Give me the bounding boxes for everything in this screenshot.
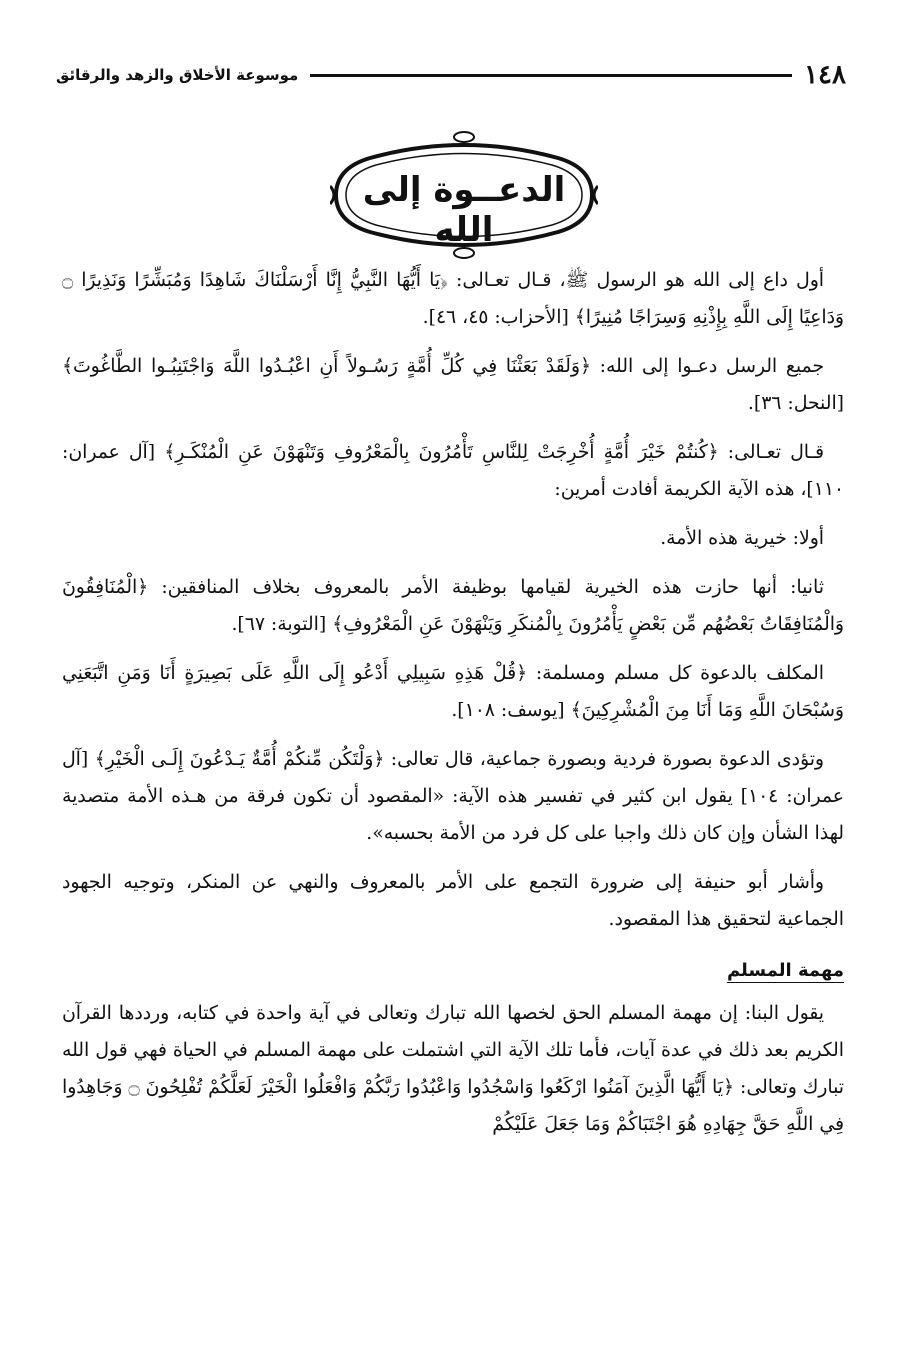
book-title: موسوعة الأخلاق والزهد والرقائق xyxy=(56,66,299,84)
chapter-title-frame xyxy=(330,128,598,262)
paragraph: المكلف بالدعوة كل مسلم ومسلمة: ﴿قُلْ هَذِهِ سَبِيلِي أَدْعُو إِلَى اللَّهِ عَلَى بَصِيرَةٍ أَنَا وَمَنِ اتَّبَعَنِي وَسُبْحَانَ اللَّهِ وَمَا أَنَا مِنَ الْمُشْرِكِينَ﴾ [يوسف: ١٠٨]. xyxy=(62,663,844,721)
paragraph: أولا: خيرية هذه الأمة. xyxy=(660,528,824,549)
paragraph: وأشار أبو حنيفة إلى ضرورة التجمع على الأمر بالمعروف والنهي عن المنكر، وتوجيه الجهود الجماعية لتحقيق هذا المقصود. xyxy=(62,872,844,930)
paragraph: أول داع إلى الله هو الرسول ﷺ، قـال تعـالى: ﴿يَا أَيُّهَا النَّبِيُّ إِنَّا أَرْسَلْنَاكَ شَاهِدًا وَمُبَشِّرًا وَنَذِيرًا ۝ وَدَاعِيًا إِلَى اللَّهِ بِإِذْنِهِ وَسِرَاجًا مُنِيرًا﴾ [الأحزاب: ٤٥، ٤٦]. xyxy=(62,270,844,328)
paragraph: ثانيا: أنها حازت هذه الخيرية لقيامها بوظيفة الأمر بالمعروف بخلاف المنافقين: ﴿الْمُنَافِقُونَ وَالْمُنَافِقَاتُ بَعْضُهُم مِّن بَعْضٍ يَأْمُرُونَ بِالْمُنكَرِ وَيَنْهَوْنَ عَنِ الْمَعْرُوفِ﴾ [التوبة: ٦٧]. xyxy=(62,577,844,635)
paragraph: جميع الرسل دعـوا إلى الله: ﴿وَلَقَدْ بَعَثْنَا فِي كُلِّ أُمَّةٍ رَسُـولاً أَنِ اعْبُـدُوا اللَّهَ وَاجْتَنِبُـوا الطَّاغُوتَ﴾ [النحل: ٣٦]. xyxy=(62,356,844,414)
page-header xyxy=(56,58,846,92)
chapter-title: الدعــوة إلى الله xyxy=(362,170,566,250)
page-body xyxy=(62,262,844,1155)
page-number: ١٤٨ xyxy=(804,60,846,90)
paragraph: قـال تعـالى: ﴿كُنتُمْ خَيْرَ أُمَّةٍ أُخْرِجَتْ لِلنَّاسِ تَأْمُرُونَ بِالْمَعْرُوفِ وَتَنْهَوْنَ عَنِ الْمُنْكَـرِ﴾ [آل عمران: ١١٠]، هذه الآية الكريمة أفادت أمرين: xyxy=(62,442,844,500)
paragraph: يقول البنا: إن مهمة المسلم الحق لخصها الله تبارك وتعالى في آية واحدة في كتابه، ورددها القرآن الكريم بعد ذلك في عدة آيات، فأما تلك الآية التي اشتملت على مهمة المسلم في الحياة فهي قول الله تبارك وتعالى: ﴿يَا أَيُّهَا الَّذِينَ آمَنُوا ارْكَعُوا وَاسْجُدُوا وَاعْبُدُوا رَبَّكُمْ وَافْعَلُوا الْخَيْرَ لَعَلَّكُمْ تُفْلِحُونَ ۝ وَجَاهِدُوا فِي اللَّهِ حَقَّ جِهَادِهِ هُوَ اجْتَبَاكُمْ وَمَا جَعَلَ عَلَيْكُمْ xyxy=(62,1003,844,1135)
header-rule xyxy=(310,74,792,77)
paragraph: وتؤدى الدعوة بصورة فردية وبصورة جماعية، قال تعالى: ﴿وَلْتَكُن مِّنكُمْ أُمَّةٌ يَـدْعُونَ إِلَـى الْخَيْرِ﴾ [آل عمران: ١٠٤] يقول ابن كثير في تفسير هذه الآية: «المقصود أن تكون فرقة من هـذه الأمة متصدية لهذا الشأن وإن كان ذلك واجبا على كل فرد من الأمة بحسبه». xyxy=(62,749,844,844)
section-heading: مهمة المسلم xyxy=(726,960,844,981)
